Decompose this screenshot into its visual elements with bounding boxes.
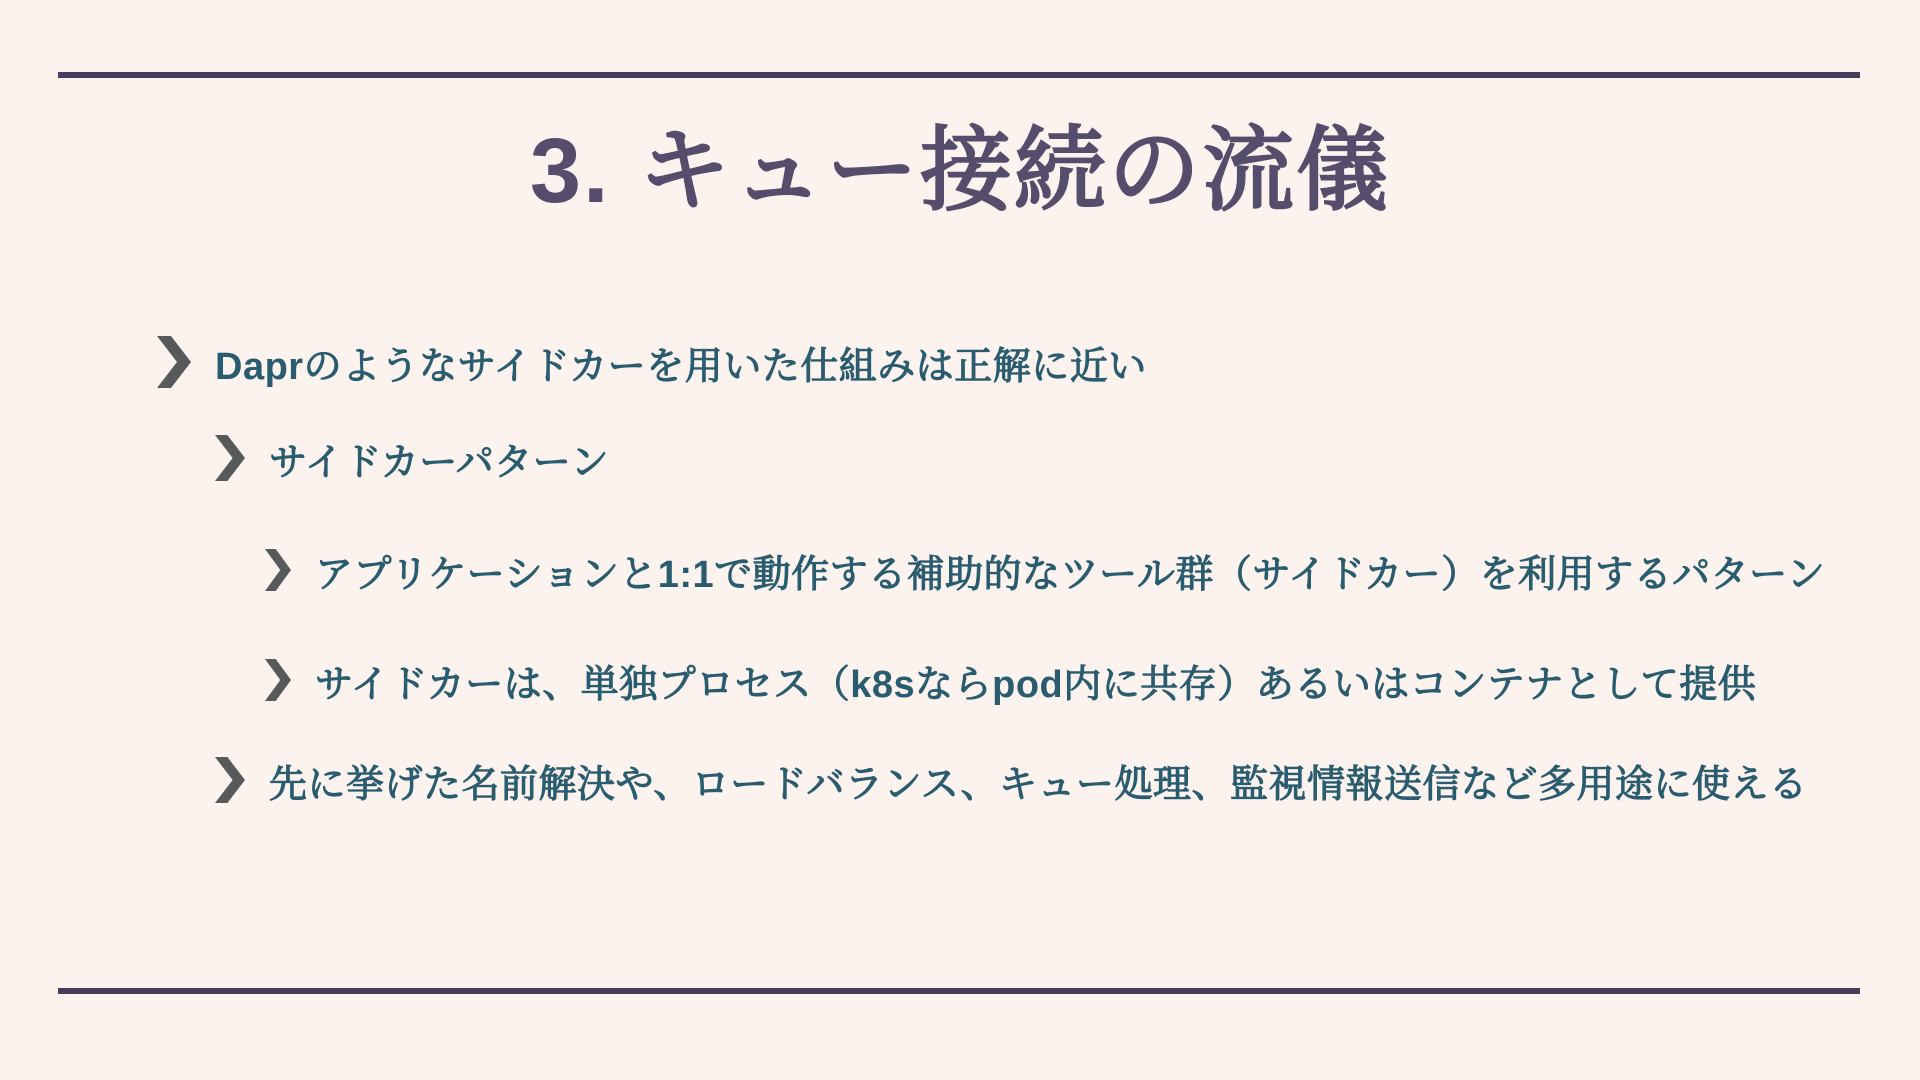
bullet-text: アプリケーションと1:1で動作する補助的なツール群（サイドカー）を利用するパターン <box>315 553 1826 596</box>
bullet-item <box>265 542 1825 598</box>
bullet-text: 先に挙げた名前解決や、ロードバランス、キュー処理、監視情報送信など多用途に使える <box>269 763 1808 806</box>
chevron-right-icon <box>265 659 291 701</box>
bullet-text: サイドカーパターン <box>269 441 610 484</box>
chevron-right-icon <box>215 757 245 803</box>
chevron-right-icon <box>157 336 191 388</box>
chevron-right-icon <box>265 549 291 591</box>
slide-title: 3. キュー接続の流儀 <box>529 120 1391 222</box>
bullet-item <box>215 752 1808 808</box>
bullet-item <box>215 430 609 486</box>
chevron-right-icon <box>215 435 245 481</box>
top-rule <box>58 72 1860 78</box>
bullet-item <box>157 334 1147 390</box>
bullet-item <box>265 652 1756 708</box>
bottom-rule <box>58 988 1860 994</box>
bullet-text: Daprのようなサイドカーを用いた仕組みは正解に近い <box>215 345 1147 388</box>
bullet-text: サイドカーは、単独プロセス（k8sならpod内に共存）あるいはコンテナとして提供 <box>315 663 1757 706</box>
